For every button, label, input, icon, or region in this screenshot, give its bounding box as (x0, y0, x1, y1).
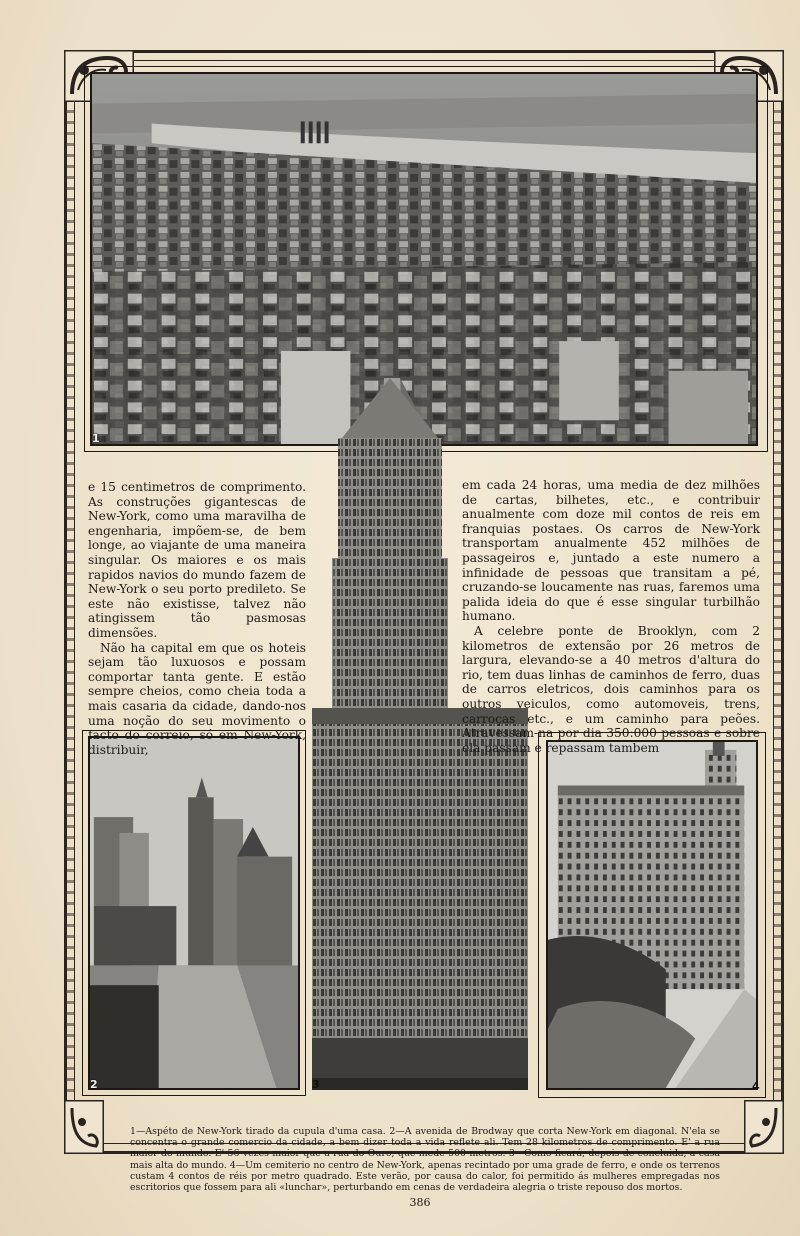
photo-broadway (88, 736, 300, 1090)
page-number: 386 (409, 1196, 431, 1209)
right-paragraph-1: em cada 24 horas, uma media de dez milhões de cartas, bilhetes, etc., e contribuir anualmente com doze mil contos de reis em franquias postaes. Os carros de New-York transportam anualmente 452 milhões de passageiros e, juntado a este numero a infinidade de pessoas que transitam a pé, cruzando-se loucamente nas ruas, faremos uma palida ideia do que é esse singular turbilhão humano. (462, 478, 760, 624)
photo-cemetery (546, 740, 758, 1090)
photo-2-number: 2 (90, 1078, 98, 1091)
text-column-left (88, 480, 306, 757)
photo-caption: 1—Aspéto de New-York tirado da cupula d'uma casa. 2—A avenida de Brodway que corta New-York em diagonal. N'ela se concentra o grande comercio da cidade, a bem dizer toda a vida reflete ali. Tem 28 kilometros de comprimento. E' a rua maior do mundo. E' 56 vezes maior que a rua do Ouro, que mede 500 metros. 3—Como ficará, depois de concluida, a casa mais alta do mundo. 4—Um cemiterio no centro de New-York, apenas recintado por uma grade de ferro, e onde os terrenos custam 4 contos de réis por metro quadrado. Este verão, por causa do calor, foi permitido ás mulheres empregadas nos escritorios que fossem para ali «lunchar», perturbando em cenas de verdadeira alegria o triste repouso dos mortos. (130, 1126, 720, 1194)
corner-ornament-bottom-right (744, 1100, 784, 1154)
corner-ornament-bottom-left (64, 1100, 104, 1154)
photo-4-number: 4 (752, 1080, 760, 1093)
photo-3-number: 3 (312, 1078, 320, 1091)
left-paragraph-2: Não ha capital em que os hoteis sejam tão luxuosos e possam comportar tanta gente. E estão sempre cheios, como cheia toda a mais casaria da cidade, dando-nos uma noção do seu movimento o facto do correio, só em New-York, distribuir, (88, 640, 306, 757)
vine-ornament-left (66, 110, 74, 1100)
right-paragraph-2: A celebre ponte de Brooklyn, com 2 kilometros de extensão por 26 metros de largura, elevando-se a 40 metros d'altura do rio, tem duas linhas de caminhos de ferro, duas de carros eletricos, dois caminhos para os outros veiculos, como automoveis, trens, carroças etc., e um caminho para peões. Atravessam-na por dia 350:000 pessoas e sobre ela passam e repassam tambem (462, 623, 760, 755)
vine-ornament-right (774, 110, 782, 1100)
left-paragraph-1: e 15 centimetros de comprimento. As construções gigantescas de New-York, como uma maravilha de engenharia, impõem-se, de bem longe, ao viajante de uma maneira singular. Os maiores e os mais rapidos navios do mundo fazem de New-York o seu porto predileto. Se este não existisse, talvez não atingissem tão pasmosas dimensões. (88, 480, 306, 640)
photo-1-number: 1 (92, 432, 100, 445)
text-column-right (462, 478, 760, 755)
